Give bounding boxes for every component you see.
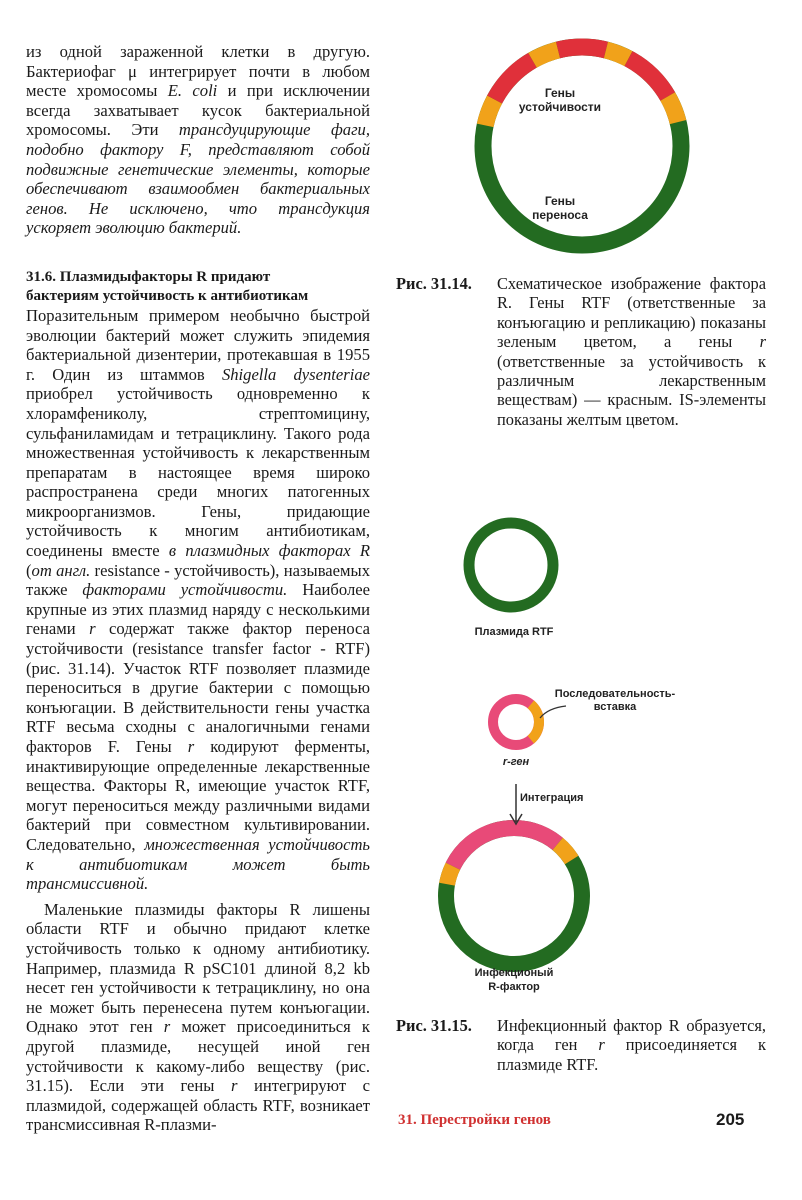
fig1-caption-text: Схематическое изображение фактора R. Гены RTF (ответственные за конъюгацию и репликацию) показаны зеленым цветом, а гены r (ответственные за устойчивость к различным лекарственным веществам) — красным. IS-элементы показаны желтым цветом. [497, 274, 766, 429]
fig1-label-bottom-2: переноса [532, 208, 588, 222]
r-gene-segment [453, 828, 558, 866]
integration-label: Интеграция [520, 792, 584, 804]
fig1-label-bottom-1: Гены [544, 194, 576, 208]
fig1-caption-label: Рис. 31.14. [396, 274, 472, 293]
result-label-1: Инфекционый [474, 967, 554, 979]
insert-label [540, 688, 690, 714]
insert-label-1: Последовательность- [554, 688, 676, 700]
fig1-label-top [500, 86, 620, 114]
is-element-segment [485, 100, 494, 126]
fig1-label-bottom [500, 194, 620, 222]
r-gene-segment [628, 59, 667, 97]
paragraph-3: Маленькие плазмиды факторы R лишены области RTF и обычно придают клетке устойчивость только к одному антибиотику. Например, плазмида R pSC101 длиной 8,2 kb несет ген устойчивости к тетрациклину, но она не может быть перенесена путем конъюгации. Однако этот ген r может присоединиться к другой плазмиде, несущей иной ген устойчивости к какому-либо веществу (рис. 31.15). Если эти гены r интегрируют с плазмидой, содержащей область RTF, возникает трансмиссивная R-плазми- [26, 899, 370, 1135]
fig2-caption-text: Инфекционный фактор R образуется, когда ген r присоединяется к плазмиде RTF. [497, 1016, 766, 1074]
insert-label-2: вставка [593, 701, 637, 713]
footer-chapter-title: 31. Перестройки генов [398, 1112, 551, 1128]
plasmid-rtf-label: Плазмида RTF [474, 626, 554, 638]
plasmid-rtf-ring [469, 523, 553, 607]
page-number: 205 [716, 1110, 745, 1129]
r-gene-label: r-ген [502, 756, 530, 768]
fig1-label-top-1: Гены [544, 86, 576, 100]
insert-sequence-segment [531, 704, 539, 739]
is-element-segment [533, 50, 559, 60]
is-element-segment [558, 844, 572, 860]
fig1-label-top-2: устойчивости [518, 100, 602, 114]
section-heading-line-1: 31.6. Плазмидыфакторы R придают [26, 268, 271, 285]
infectious-r-factor-label [454, 966, 574, 994]
section-heading-line-2: бактериям устойчивость к антибиотикам [26, 287, 309, 304]
paragraph-2: Поразительным примером необычно быстрой эволюции бактерий может служить эпидемия бактериальной дизентерии, протекавшая в 1955 г. Один из штаммов Shigella dysenteriae приобрел устойчивость одновременно к хлорамфениколу, стрептомицину, сульфаниламидам и тетрациклину. Такого рода множественная устойчивость к лекарственным препаратам в настоящее время широко распространена среди многих патогенных микроорганизмов. Гены, придающие устойчивость к многим антибиотикам, соединены вместе в плазмидных факторах R (от англ. resistance - устойчивость), называемых также факторами устойчивости. Наиболее крупные из этих плазмид наряду с несколькими генами r содержат также фактор переноса устойчивости (resistance transfer factor - RTF) (рис. 31.14). Участок RTF позволяет плазмиде переноситься в другие бактерии с помощью конъюгации. В действительности гены участка RTF весьма сходны с аналогичными генами факторов F. Гены r кодируют ферменты, инактивирующие определенные лекарственные вещества. Факторы R, имеющие участок RTF, могут переноситься между различными видами бактерий при совместном культивировании. Следовательно, множественная устойчивость к антибиотикам может быть трансмиссивной. [26, 305, 371, 894]
fig2-caption [396, 1016, 766, 1086]
paragraph-1: из одной зараженной клетки в другую. Бактериофаг μ интегрирует почти в любом месте хромосомы E. coli и при исключении всегда захватывает кусок бактериальной хромосомы. Эти трансдуцирующие фаги, подобно фактору F, представляют собой подвижные генетические элементы, которые обеспечивают взаимообмен бактериальных генов. Не исключено, что трансдукция ускоряет эволюцию бактерий. [26, 42, 371, 238]
result-label-2: R-фактор [488, 981, 540, 993]
is-element-segment [668, 97, 678, 123]
fig1-caption [396, 274, 766, 454]
is-element-segment [606, 50, 629, 59]
is-element-segment [447, 866, 453, 884]
r-gene-segment [558, 47, 606, 50]
fig2-caption-label: Рис. 31.15. [396, 1016, 472, 1035]
